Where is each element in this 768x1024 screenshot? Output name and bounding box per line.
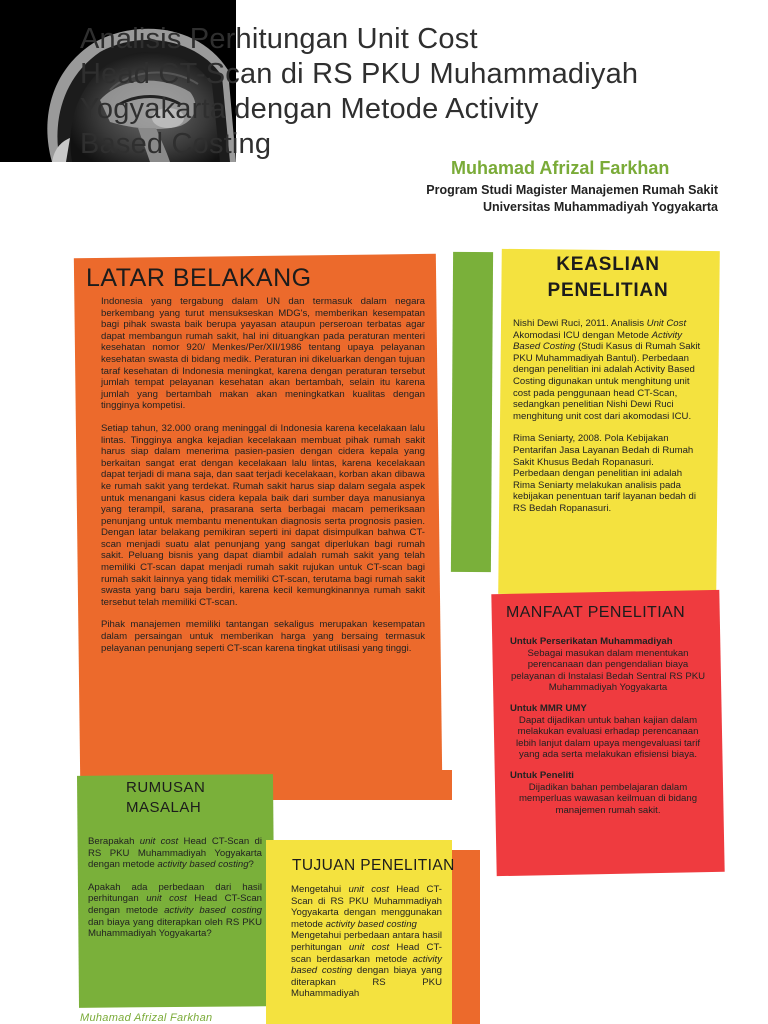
heading-line: MASALAH — [126, 799, 202, 816]
text-run: Nishi Dewi Ruci, 2011. Analisis — [513, 318, 647, 329]
text-run: Activity Based Costing — [513, 329, 683, 353]
text-run: activity based costing — [325, 918, 417, 930]
text-run: Akomodasi ICU dengan Metode — [513, 329, 652, 341]
paragraph: Indonesia yang tergabung dalam UN dan termasuk dalam negara berkembang yang turut mensukseskan MDG's, memberikan kesempatan bagi pihak swasta baik berupa yayasan ataupun perseroan terbatas agar dapat membangun rumah sakit, hal ini dituangkan pada peraturan menteri kesehatan nomor 920/ Menkes/Per/XII/1986 tentang upaya pelayanan kesehatan swasta di bidang medik. Peraturan ini dikeluarkan dengan tujuan taraf kesehatan di Indonesia meningkat, karena dengan peraturan tersebut jumlah tempat pelayanan kesehatan akan bertambah, selain itu karena jumlah yang bertambah makan akan meningkatkan kualitas dengan tingginya kompetisi. — [101, 296, 425, 412]
text-run: dan biaya yang diterapkan oleh RS PKU Muhammadiyah Yogyakarta? — [88, 916, 262, 940]
rumusan-heading — [126, 778, 205, 818]
tujuan-heading: TUJUAN PENELITIAN — [292, 857, 455, 874]
manfaat-item-label: Untuk MMR UMY — [510, 702, 587, 714]
affiliation-line: Program Studi Magister Manajemen Rumah Sakit — [426, 183, 718, 197]
objective — [291, 930, 442, 1000]
heading-line: RUMUSAN — [126, 779, 206, 796]
heading-line: KEASLIAN — [556, 254, 660, 275]
text-run: unit cost — [146, 893, 187, 905]
text-run: activity based costing — [164, 904, 262, 916]
manfaat-item-text: Dapat dijadikan untuk bahan kajian dalam melakukan evaluasi erhadap perencanaan lebih lanjut dalam upaya mengevaluasi tarif yang ada serta melakukan efisiensi biaya. — [516, 714, 700, 761]
manfaat-item-label: Untuk Perserikatan Muhammadiyah — [510, 636, 673, 647]
paragraph: Pihak manajemen memiliki tantangan sekaligus merupakan kesempatan dalam persaingan untuk memberikan harga yang bersaing termasuk pelayanan penunjang seperti CT-scan karena tingkat utilisasi yang tinggi. — [101, 619, 425, 654]
heading-line: PENELITIAN — [547, 280, 669, 301]
question — [88, 882, 262, 940]
paragraph — [513, 318, 701, 422]
footer-signature: Muhamad Afrizal Farkhan — [80, 1012, 213, 1024]
text-run: dengan biaya yang diterapkan RS PKU Muhammadiyah — [291, 965, 443, 1000]
text-run: Mengetahui perbedaan antara hasil perhitungan — [291, 930, 442, 953]
text-run: unit cost — [139, 836, 179, 847]
keaslian-body — [513, 318, 701, 526]
green-accent-strip — [451, 252, 493, 572]
text-run: unit cost — [348, 941, 390, 953]
text-run: Mengetahui — [291, 884, 349, 895]
manfaat-item — [510, 703, 706, 761]
title-line: Head CT-Scan di RS PKU Muhammadiyah — [80, 58, 639, 90]
text-run: (Studi Kasus di Rumah Sakit PKU Muhammadiyah Bantul). Perbedaan dengan penelitian ini adalah Activity Based Costing digunakan untuk menghitung unit cost pada penggunaan head CT-Scan, sedangkan penelitian Nishi Dewi Ruci menghitung unit cost dari akomodasi ICU. — [513, 341, 701, 422]
manfaat-item-text: Sebagai masukan dalam menentukan perencanaan dan pengendalian biaya pelayanan di Instalasi Bedah Sentral RS PKU Muhammadiyah Yogyakarta — [510, 647, 706, 694]
manfaat-item — [510, 636, 706, 694]
text-run: Head CT-Scan di RS PKU Muhammadiyah Yogyakarta dengan metode — [88, 836, 262, 871]
manfaat-item-text: Dijadikan bahan pembelajaran dalam memperluas wawasan keilmuan di bidang manajemen rumah sakit. — [518, 781, 698, 816]
text-run: Head CT-Scan dengan metode — [88, 893, 263, 916]
author-name: Muhamad Afrizal Farkhan — [451, 158, 670, 178]
rumusan-body — [88, 836, 262, 951]
manfaat-item — [510, 770, 706, 816]
text-run: activity based costing — [157, 859, 249, 871]
latar-belakang-body — [101, 296, 425, 665]
text-run: Apakah ada perbedaan dari hasil perhitungan — [88, 881, 262, 905]
text-run: Head CT-Scan di RS PKU Muhammadiyah Yogyakarta dengan menggunakan metode — [291, 884, 442, 930]
manfaat-heading: MANFAAT PENELITIAN — [506, 604, 686, 621]
title-line: Based Costing — [80, 128, 272, 160]
text-run: activity based costing — [291, 953, 442, 977]
paragraph: Rima Seniarty, 2008. Pola Kebijakan Pentarifan Jasa Layanan Bedah di Rumah Sakit Khusus Bedah Ropanasuri. Perbedaan dengan penelitian ini adalah Rima Seniarty melakukan analisis pada kebijakan penentuan tarif layanan bedah di RS Bedah Ropanasuri. — [513, 433, 696, 514]
manfaat-body — [510, 636, 706, 825]
text-run: Berapakah — [88, 836, 140, 847]
text-run: Unit Cost — [646, 318, 687, 329]
affiliation — [426, 182, 718, 216]
question — [88, 836, 262, 871]
objective — [291, 884, 442, 930]
keaslian-heading — [508, 252, 708, 304]
affiliation-line: Universitas Muhammadiyah Yogyakarta — [482, 200, 718, 214]
poster-title — [80, 22, 760, 162]
tujuan-body — [291, 884, 442, 1000]
latar-belakang-heading: LATAR BELAKANG — [86, 264, 312, 292]
text-run: ? — [248, 859, 254, 871]
paragraph: Setiap tahun, 32.000 orang meninggal di Indonesia karena kecelakaan lalu lintas. Tingginya angka kejadian kecelakaan membuat pihak rumah sakit harus siap dalam menerima pasien-pasien dengan cidera kepala yang berkaitan sangat erat dengan kecelakaan lalu lintas, karena kecelakaan dapat terjadi di mana saja, dan saat terjadi kecelakaan, korban akan dibawa ke rumah sakit yang terdekat. Rumah sakit harus siap dalam segala aspek untuk menangani kasus cidera kepala baik dari sumber daya manusianya yang terampil, sarana, prasarana serta berbagai macam pemeriksaan penunjang untuk membantu menentukan diagnosis serta prognosis pasien. Dengan latar belakang pemikiran seperti ini dapat disimpulkan bahwa CT-scan menjadi suatu alat penunjang yang sangat diperlukan bagi rumah sakit. Peluang bisnis yang dapat diambil adalah rumah sakit yang telah memiliki CT-scan dapat menjadi rumah sakit rujukan untuk CT-scan bagi rumah sakit lainnya yang tidak memiliki CT-scan, terutama bagi rumah sakit swasta yang baru saja berdiri, karena kecil kemungkinannya rumah sakit tersebut telah memiliki CT-scan. — [101, 422, 425, 608]
text-run: unit cost — [348, 884, 389, 895]
text-run: Head CT-scan berdasarkan metode — [291, 941, 442, 965]
title-line: Analisis Perhitungan Unit Cost — [80, 23, 478, 55]
title-line: Yogyakarta dengan Metode Activity — [80, 93, 539, 125]
manfaat-item-label: Untuk Peneliti — [510, 769, 574, 781]
